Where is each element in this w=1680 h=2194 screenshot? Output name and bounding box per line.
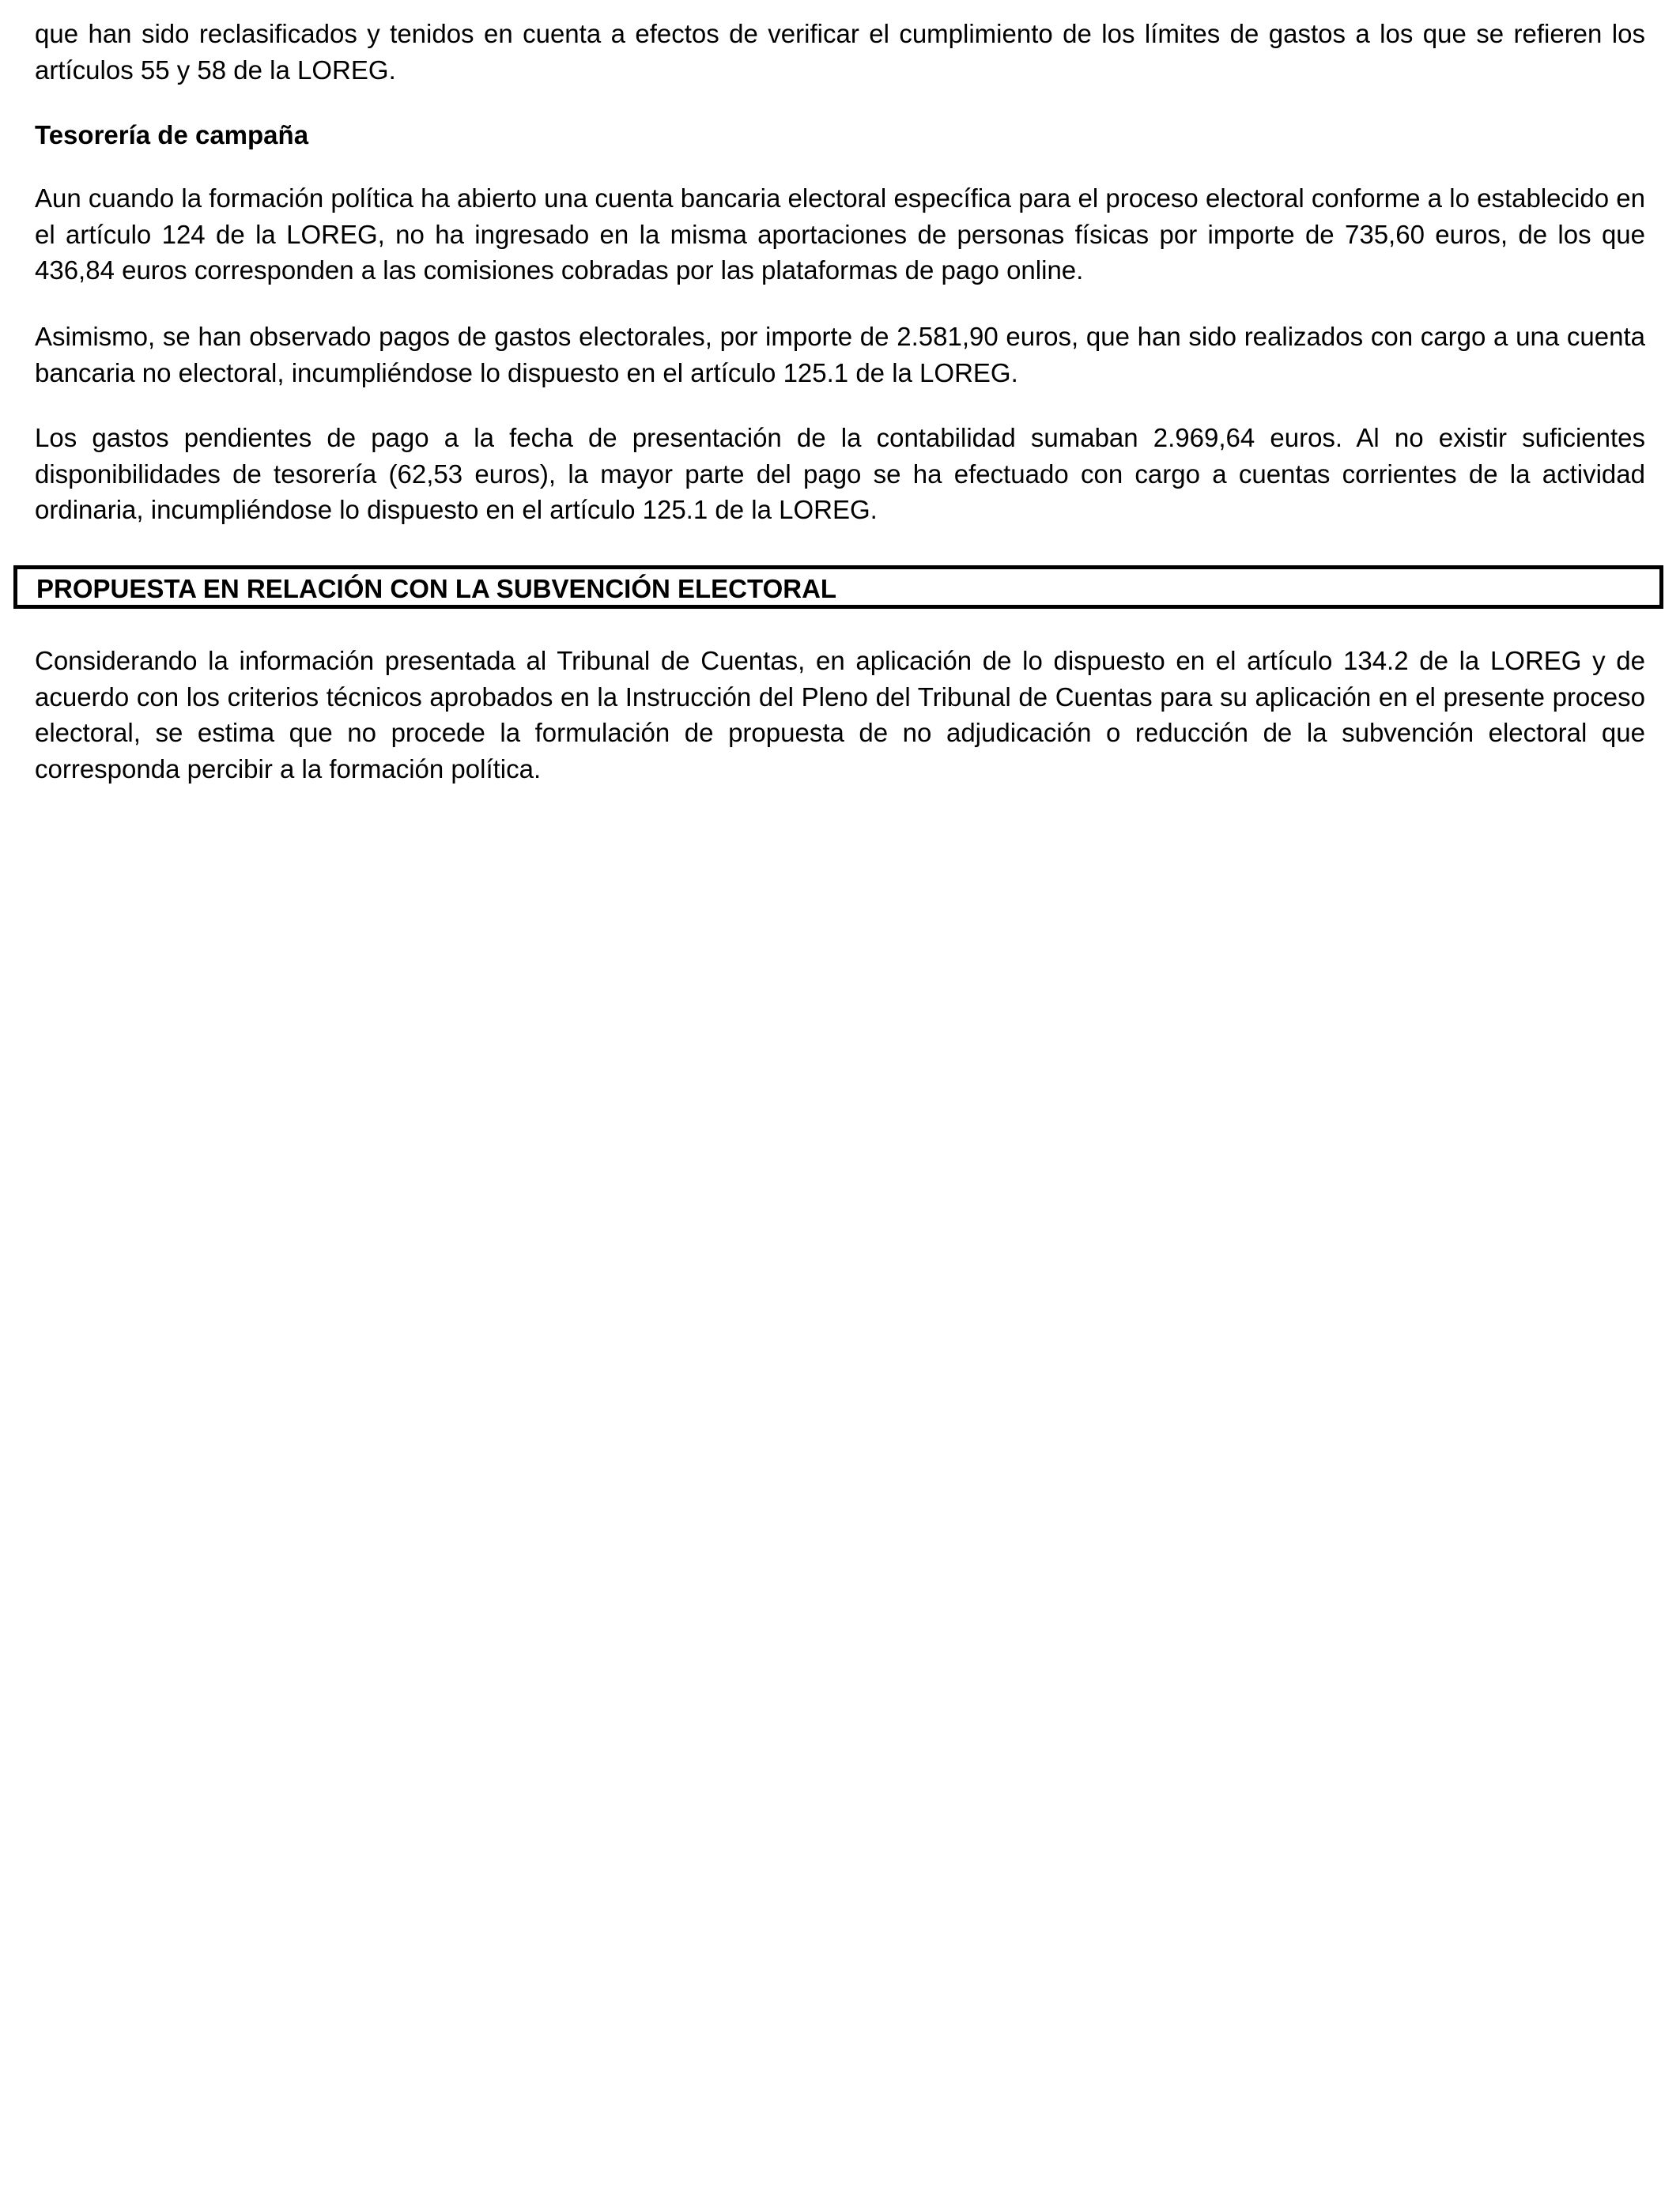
treasury-paragraph-contributions: Aun cuando la formación política ha abierto una cuenta bancaria electoral específica para el proceso electoral conforme a lo establecido en el artículo 124 de la LOREG, no ha ingresado en la misma aportaciones de personas físicas por importe de 735,60 euros, de los que 436,84 euros corresponden a las comisiones cobradas por las plataformas de pago online. xyxy=(35,183,1645,285)
proposal-paragraph: Considerando la información presentada al Tribunal de Cuentas, en aplicación de lo dispuesto en el artículo 134.2 de la LOREG y de acuerdo con los criterios técnicos aprobados en la Instrucción del Pleno del Tribunal de Cuentas para su aplicación en el presente proceso electoral, se estima que no procede la formulación de propuesta de no adjudicación o reducción de la subvención electoral que corresponda percibir a la formación política. xyxy=(35,646,1645,784)
proposal-heading-box xyxy=(13,565,1663,609)
treasury-heading: Tesorería de campaña xyxy=(35,120,309,149)
continuation-paragraph: que han sido reclasificados y tenidos en cuenta a efectos de verificar el cumplimiento de los límites de gastos a los que se refieren los artículos 55 y 58 de la LOREG. xyxy=(35,19,1645,85)
treasury-paragraph-pending-payments: Los gastos pendientes de pago a la fecha de presentación de la contabilidad sumaban 2.969,64 euros. Al no existir suficientes disponibilidades de tesorería (62,53 euros), la mayor parte del pago se ha efectuado con cargo a cuentas corrientes de la actividad ordinaria, incumpliéndose lo dispuesto en el artículo 125.1 de la LOREG. xyxy=(35,423,1645,524)
proposal-heading: PROPUESTA EN RELACIÓN CON LA SUBVENCIÓN ELECTORAL xyxy=(36,574,837,603)
treasury-paragraph-non-electoral-account: Asimismo, se han observado pagos de gastos electorales, por importe de 2.581,90 euros, que han sido realizados con cargo a una cuenta bancaria no electoral, incumpliéndose lo dispuesto en el artículo 125.1 de la LOREG. xyxy=(35,322,1645,387)
